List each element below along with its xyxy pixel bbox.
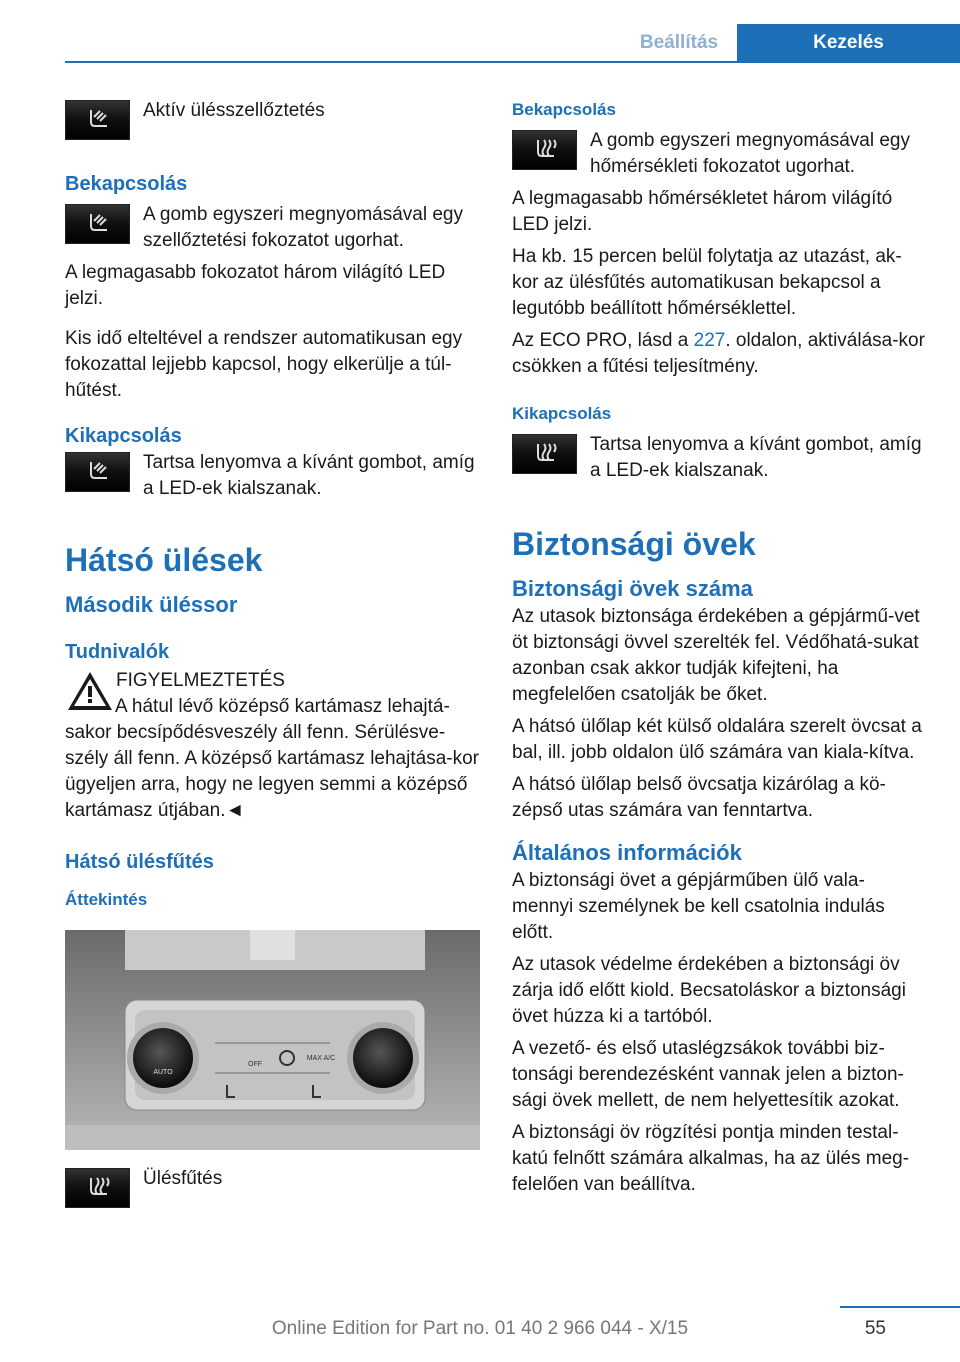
heading-biztonsagi-ovek: Biztonsági övek bbox=[512, 526, 756, 562]
heading-kikapcsolas: Kikapcsolás bbox=[65, 425, 182, 447]
belts-outer-text: A hátsó ülőlap két külső oldalára szerelt övcsat a bal, ill. jobb oldalon ülő számára van kiala-kítva. bbox=[512, 716, 922, 763]
general-text-4: A biztonsági öv rögzítési pontja minden testal-katú felnőtt számára alkalmas, ha az ülés meg-felelően van beállítva. bbox=[512, 1122, 910, 1195]
heading-kikapcsolas-right: Kikapcsolás bbox=[512, 404, 612, 423]
vent-on-row bbox=[65, 202, 480, 254]
vent-on-text: A gomb egyszeri megnyomásával egy szellőztetési fokozatot ugorhat. bbox=[143, 204, 463, 251]
left-column bbox=[65, 98, 480, 1208]
belts-count-text: Az utasok biztonsága érdekében a gépjármű-vet öt biztonsági övvel szerelték fel. Védőhatá-sukat azonban csak akkor tudják kifejteni, ha megfelelően csatolják be őket. bbox=[512, 606, 920, 705]
vent-auto-text: Kis idő elteltével a rendszer automatikusan egy fokozattal lejjebb kapcsol, hogy elkerülje a túl-hűtést. bbox=[65, 328, 463, 401]
heat-led-text: A legmagasabb hőmérsékletet három világító LED jelzi. bbox=[512, 188, 893, 235]
eco-pro-text-b: . oldalon, aktiválása-kor csökken a fűtési teljesítmény. bbox=[512, 330, 925, 377]
general-text-2: Az utasok védelme érdekében a biztonsági öv zárja idő előtt kiold. Becsatoláskor a biztonsági övet húzza ki a tartóból. bbox=[512, 954, 906, 1027]
active-ventilation-row bbox=[65, 98, 480, 140]
header-rule bbox=[65, 61, 960, 63]
warning-text: A hátul lévő középső kartámasz lehajtá-sakor becsípődésveszély áll fenn. Sérülésve-szély áll fenn. A középső kartámasz lehajtása-kor ügyeljen arra, hogy ne legyen semmi a középső kartámasz útjában.◄ bbox=[65, 696, 479, 821]
heading-hatso-ulesek: Hátsó ülések bbox=[65, 542, 263, 578]
heat-legend-text: Ülésfűtés bbox=[143, 1168, 223, 1189]
max-ac-label: MAX A/C bbox=[306, 1055, 336, 1062]
seat-heating-icon bbox=[65, 1168, 130, 1208]
right-column bbox=[512, 98, 926, 1198]
warning-header bbox=[115, 668, 480, 694]
seat-ventilation-icon bbox=[65, 204, 130, 244]
vent-off-row bbox=[65, 450, 480, 502]
page-link-227[interactable]: 227 bbox=[693, 330, 726, 351]
auto-label: AUTO bbox=[153, 1069, 173, 1076]
vent-off-text: Tartsa lenyomva a kívánt gombot, amíg a LED-ek kialszanak. bbox=[143, 452, 475, 499]
seat-ventilation-icon bbox=[65, 100, 130, 140]
seat-heating-icon bbox=[512, 434, 577, 474]
heading-masodik-ulessor: Második üléssor bbox=[65, 592, 238, 617]
tab-kezeles[interactable]: Kezelés bbox=[737, 24, 960, 62]
off-label: OFF bbox=[248, 1061, 262, 1068]
heading-altalanos-informaciok: Általános információk bbox=[512, 840, 742, 865]
heat-on-row bbox=[512, 128, 926, 180]
tab-beallitas[interactable]: Beállítás bbox=[622, 24, 736, 62]
active-ventilation-text: Aktív ülésszellőztetés bbox=[143, 100, 325, 121]
belts-middle-text: A hátsó ülőlap belső övcsatja kizárólag a kö-zépső utas számára van fenntartva. bbox=[512, 774, 886, 821]
general-text-1: A biztonsági övet a gépjárműben ülő vala-mennyi személynek be kell csatolnia indulás előtt. bbox=[512, 870, 885, 943]
warning-title: FIGYELMEZTETÉS bbox=[116, 670, 285, 691]
heading-hatso-ulesfutes: Hátsó ülésfűtés bbox=[65, 851, 214, 873]
vent-led-text: A legmagasabb fokozatot három világító LED jelzi. bbox=[65, 262, 446, 309]
heat-off-row bbox=[512, 432, 926, 484]
heat-off-text: Tartsa lenyomva a kívánt gombot, amíg a LED-ek kialszanak. bbox=[590, 434, 922, 481]
seat-ventilation-icon bbox=[65, 452, 130, 492]
heat-auto-text: Ha kb. 15 percen belül folytatja az utazást, ak-kor az ülésfűtés automatikusan bekapcsol a legutóbb beállított hőmérséklettel. bbox=[512, 246, 902, 319]
eco-pro-text bbox=[512, 328, 926, 380]
heading-bekapcsolas: Bekapcsolás bbox=[65, 173, 188, 195]
heading-tudnivalok: Tudnivalók bbox=[65, 641, 170, 663]
heading-ovek-szama: Biztonsági övek száma bbox=[512, 576, 753, 601]
general-text-3: A vezető- és első utaslégzsákok további biz-tonsági berendezésként vannak jelen a bizton-sági övek mellett, de nem helyettesítik azokat. bbox=[512, 1038, 904, 1111]
rear-climate-panel-photo bbox=[65, 930, 480, 1150]
eco-pro-text-a: Az ECO PRO, lásd a bbox=[512, 330, 694, 351]
page-number: 55 bbox=[864, 1318, 886, 1339]
heading-bekapcsolas-right: Bekapcsolás bbox=[512, 100, 616, 119]
heading-attekintes: Áttekintés bbox=[65, 890, 148, 909]
footer-rule bbox=[840, 1306, 960, 1308]
warning-triangle-icon bbox=[65, 668, 115, 714]
heat-on-text: A gomb egyszeri megnyomásával egy hőmérsékleti fokozatot ugorhat. bbox=[590, 130, 910, 177]
seat-heating-icon bbox=[512, 130, 577, 170]
heat-legend-row bbox=[65, 1166, 480, 1208]
edition-footer: Online Edition for Part no. 01 40 2 966 044 - X/15 bbox=[271, 1318, 689, 1339]
